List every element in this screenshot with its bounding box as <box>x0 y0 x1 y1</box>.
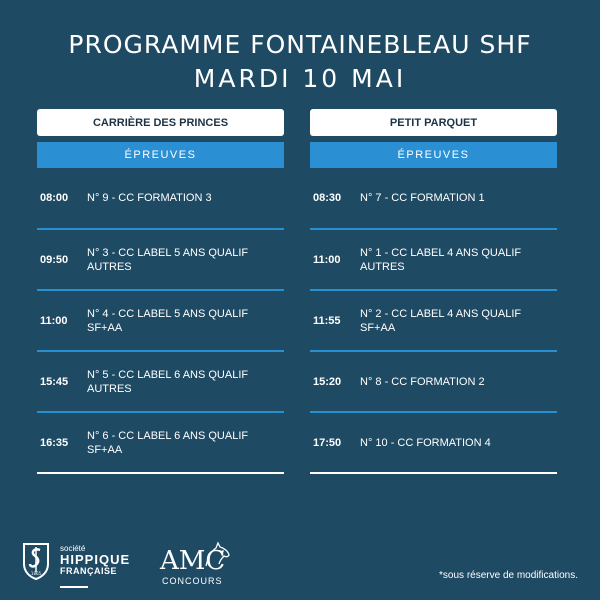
schedule-row <box>310 352 557 413</box>
schedule-time: 08:30 <box>313 192 342 204</box>
svg-text:1865: 1865 <box>30 571 42 576</box>
schedule-event: N° 9 - CC FORMATION 3 <box>87 192 212 204</box>
venue-header: PETIT PARQUET <box>310 109 557 136</box>
schedule-time: 11:55 <box>313 314 341 327</box>
schedule-event: N° 10 - CC FORMATION 4 <box>360 436 491 449</box>
venue-column-carriere <box>37 109 284 474</box>
schedule-row <box>37 168 284 230</box>
schedule-row <box>37 230 284 291</box>
schedule-event: N° 4 - CC LABEL 5 ANS QUALIF SF+AA <box>87 307 249 334</box>
disclaimer-note: *sous réserve de modifications. <box>439 570 578 581</box>
page-date: MARDI 10 MAI <box>193 64 407 93</box>
schedule-row <box>310 413 557 474</box>
section-header: ÉPREUVES <box>37 142 284 168</box>
amc-concours-logo <box>160 540 235 590</box>
schedule-event: N° 8 - CC FORMATION 2 <box>360 375 485 388</box>
schedule-row <box>310 291 557 352</box>
schedule-event: N° 5 - CC LABEL 6 ANS QUALIF AUTRES <box>87 368 249 395</box>
schedule-event: N° 6 - CC LABEL 6 ANS QUALIF SF+AA <box>87 429 249 456</box>
schedule-time: 15:45 <box>40 375 69 388</box>
venue-column-petit-parquet <box>310 109 557 474</box>
schedule-row <box>310 230 557 291</box>
shf-logo <box>22 542 152 587</box>
schedule-row <box>37 291 284 352</box>
schedule-time: 16:35 <box>40 436 69 449</box>
schedule-time: 09:50 <box>40 253 69 266</box>
shf-text-1: société <box>60 544 86 553</box>
schedule-row <box>310 168 557 230</box>
amc-subtext: CONCOURS <box>162 576 223 586</box>
schedule-time: 11:00 <box>40 314 68 327</box>
schedule-event: N° 2 - CC LABEL 4 ANS QUALIF SF+AA <box>360 307 522 334</box>
schedule-time: 17:50 <box>313 436 342 449</box>
schedule-row <box>37 413 284 474</box>
venue-header: CARRIÈRE DES PRINCES <box>37 109 284 136</box>
section-header: ÉPREUVES <box>310 142 557 168</box>
schedule-row <box>37 352 284 413</box>
page-title: PROGRAMME FONTAINEBLEAU SHF <box>68 30 532 59</box>
schedule-event: N° 1 - CC LABEL 4 ANS QUALIF AUTRES <box>360 246 522 273</box>
schedule-time: 15:20 <box>313 375 342 388</box>
shf-text-3: FRANÇAISE <box>60 566 118 576</box>
schedule-time: 11:00 <box>313 253 341 266</box>
schedule-event: N° 7 - CC FORMATION 1 <box>360 192 485 204</box>
schedule-event: N° 3 - CC LABEL 5 ANS QUALIF AUTRES <box>87 246 249 273</box>
amc-text: AMC <box>160 546 226 576</box>
shf-underline <box>60 586 88 588</box>
shf-shield-icon <box>22 542 50 580</box>
shf-text-2: HIPPIQUE <box>60 552 131 567</box>
schedule-time: 08:00 <box>40 192 69 204</box>
